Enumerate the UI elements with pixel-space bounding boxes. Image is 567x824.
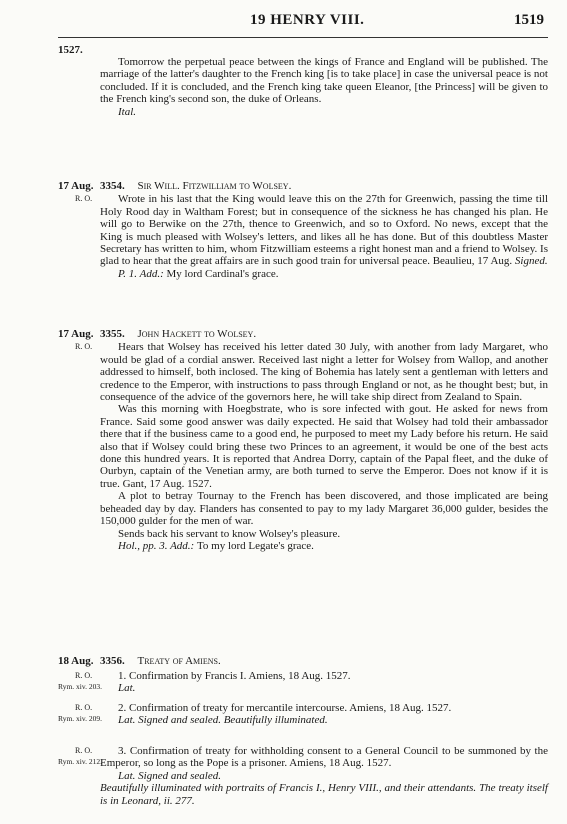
entry-3356-date: 18 Aug.	[58, 655, 94, 667]
treaty-item-3-text: 3. Confirmation of treaty for withholding consent to a General Council to be summoned by the Emperor, so long as the Pope is a prisoner. Amiens, 18 Aug. 1527.	[100, 745, 548, 770]
treaty-item-2-ref: Rym. xiv. 209.	[58, 714, 103, 723]
page-header	[0, 10, 567, 32]
treaty-item-3-note: Lat. Signed and sealed.	[118, 769, 221, 782]
entry-3355	[100, 328, 548, 552]
entry-3355-paragraph-1: Hears that Wolsey has received his letter dated 30 July, with another from lady Margaret, who would be glad of a cordial answer. Received last night a letter for Wolsey from Wallop, and another addressed to himself, both inclosed. The king of Bohemia has lately sent a gentleman with letters and credence to the Emperor, with instructions to pass through England or not, as he thought best; but, in consequence of the advice of the governors here, he will take ship direct from Zealand to Spain.	[100, 341, 548, 404]
entry-3354-add-label: Add.:	[139, 267, 164, 280]
intro-note: Ital.	[118, 105, 137, 118]
entry-3355-number: 3355.	[100, 328, 125, 340]
entry-3354-body	[100, 193, 548, 267]
entry-3355-paragraph-4: Sends back his servant to know Wolsey's pleasure.	[118, 527, 341, 540]
treaty-item-3-note2: Beautifully illuminated with portraits of Francis I., Henry VIII., and their attendants. The treaty itself is in Leonard, ii. 277.	[100, 782, 548, 807]
entry-3356-title: Treaty of Amiens.	[137, 655, 221, 667]
treaty-item-1	[100, 670, 548, 695]
entry-3354-add-text: My lord Cardinal's grace.	[166, 267, 279, 280]
intro-continuation	[100, 56, 548, 118]
treaty-item-1-note: Lat.	[118, 682, 136, 695]
entry-3354-date: 17 Aug.	[58, 180, 94, 192]
header-rule	[58, 37, 548, 38]
entry-3355-date: 17 Aug.	[58, 328, 94, 340]
entry-3354-heading	[100, 180, 548, 192]
entry-3354-title: Sir Will. Fitzwilliam to Wolsey.	[137, 180, 292, 192]
treaty-item-3-ref: Rym. xiv. 212.	[58, 757, 103, 766]
treaty-item-3-source: R. O.	[75, 746, 93, 755]
treaty-item-2-text: 2. Confirmation of treaty for mercantile intercourse. Amiens, 18 Aug. 1527.	[118, 702, 452, 714]
treaty-item-2	[100, 702, 548, 727]
entry-3354-signed: Signed.	[514, 255, 548, 268]
entry-3354-source: R. O.	[75, 194, 93, 203]
entry-3354-note	[100, 268, 548, 280]
treaty-item-2-note: Lat. Signed and sealed. Beautifully illuminated.	[118, 714, 328, 727]
intro-text: Tomorrow the perpetual peace between the kings of France and England will be published. The marriage of the latter's daughter to the French king [is to take place] in case the universal peace is not concluded. If it is concluded, and the French king take queen Eleanor, [the Princess] will be given to the French king's second son, the duke of Orleans.	[100, 56, 548, 106]
running-title: 19 HENRY VIII.	[250, 12, 365, 28]
treaty-item-1-source: R. O.	[75, 671, 93, 680]
entry-3356-heading	[100, 655, 548, 667]
entry-3355-title: John Hackett to Wolsey.	[137, 328, 257, 340]
treaty-item-1-ref: Rym. xiv. 203.	[58, 682, 103, 691]
page-number: 1519	[514, 12, 544, 28]
entry-3354-paragraph: Wrote in his last that the King would leave this on the 27th for Greenwich, passing the time till Holy Rood day in Waltham Forest; but in consequence of the sickness he has changed his plan. He will go to Berwike on the 27th, thence to Greenwich, and so to Oxford. No news, except that the King is much pleased with Wolsey's letters, and likes all he has done. But of this doubtless Master Secretary has written to him, whom Fitzwilliam esteems a right honest man and a friend to Wolsey. Is glad to hear that the great affairs are in such good train for universal peace. Beaulieu, 17 Aug.	[100, 193, 548, 268]
entry-3355-add-text: To my lord Legate's grace.	[196, 539, 314, 552]
treaty-item-1-text: 1. Confirmation by Francis I. Amiens, 18 Aug. 1527.	[118, 670, 351, 682]
entry-3355-heading	[100, 328, 548, 340]
entry-3355-add-label: Add.:	[170, 539, 195, 552]
entry-3355-source: R. O.	[75, 342, 93, 351]
year-marker: 1527.	[58, 44, 83, 56]
entry-3354-note-prefix: P. 1.	[118, 267, 138, 280]
entry-3355-note-prefix: Hol., pp. 3.	[118, 539, 168, 552]
entry-3355-paragraph-3: A plot to betray Tournay to the French has been discovered, and those implicated are being beheaded day by day. Flanders has consented to pay to my lady Margaret 36,000 gulder, besides the 150,000 gulder for the men of war.	[100, 490, 548, 528]
entry-3355-paragraph-2: Was this morning with Hoegbstrate, who is sore infected with gout. He asked for news from France. Said some good answer was daily expected. He said that Wolsey had told their ambassador there that if the business came to a good end, he purposed to meet my Lady before his return. He said also that if Wolsey could bring these two Princes to an agreement, it would be one of the best acts done this hundred years. It is reported that Andrea Dorry, captain of the Papal fleet, and the duke of Ourbyn, captain of the Venetian army, are both turned to serve the Emperor. Does not know if it is true. Gant, 17 Aug. 1527.	[100, 403, 548, 490]
entry-3356-number: 3356.	[100, 655, 125, 667]
entry-3355-note	[100, 540, 548, 552]
entry-3354	[100, 180, 548, 280]
treaty-item-2-source: R. O.	[75, 703, 93, 712]
entry-3356-heading-block	[100, 655, 548, 668]
treaty-item-3	[100, 745, 548, 807]
entry-3354-number: 3354.	[100, 180, 125, 192]
